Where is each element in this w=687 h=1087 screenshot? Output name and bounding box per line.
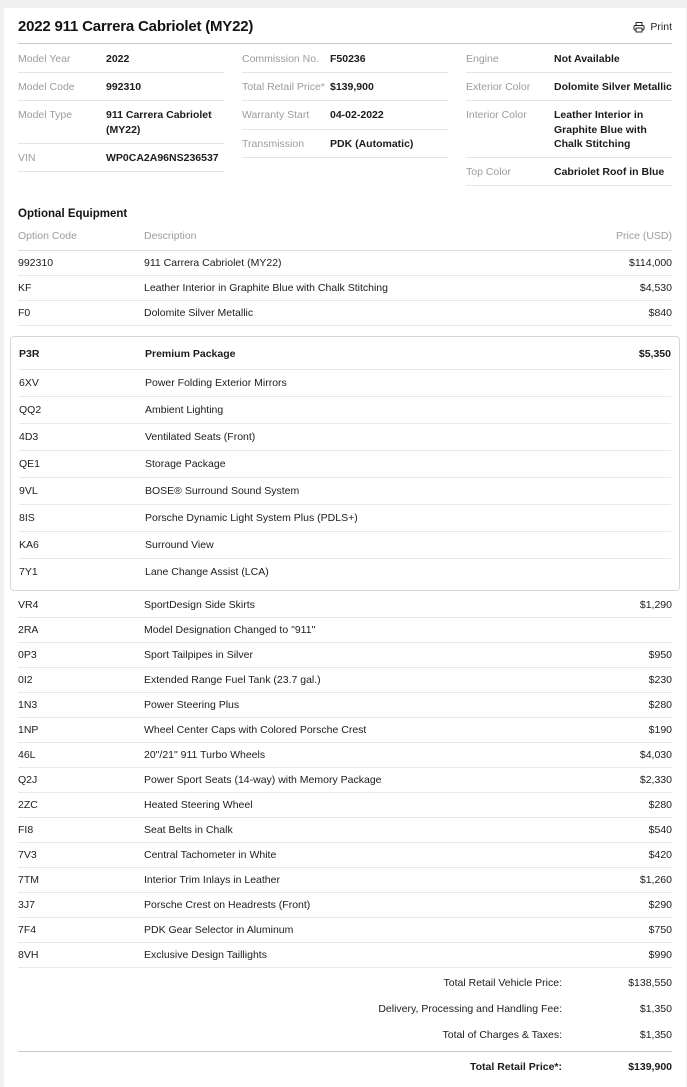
option-code-cell: KA6 xyxy=(19,539,39,552)
info-value: F50236 xyxy=(330,53,366,65)
info-value: Not Available xyxy=(554,53,620,65)
info-row xyxy=(466,73,672,101)
info-label: Model Year xyxy=(18,53,71,65)
equipment-rows xyxy=(18,593,672,968)
option-code-cell: 7TM xyxy=(18,874,39,887)
price-cell: $1,290 xyxy=(639,599,672,612)
info-value: Leather Interior in Graphite Blue with Chalk Stitching xyxy=(554,109,647,150)
option-code-cell: QQ2 xyxy=(19,404,42,417)
info-row xyxy=(242,101,448,129)
price-cell: $2,330 xyxy=(639,774,672,787)
price-cell: $4,030 xyxy=(639,749,672,762)
optional-equipment-heading: Optional Equipment xyxy=(18,208,128,221)
description-cell: Extended Range Fuel Tank (23.7 gal.) xyxy=(144,674,321,687)
table-row xyxy=(19,505,671,532)
info-value: 04-02-2022 xyxy=(330,109,384,122)
total-value: $1,350 xyxy=(639,1029,672,1042)
description-cell: 20"/21" 911 Turbo Wheels xyxy=(144,749,266,762)
option-code-cell: 0P3 xyxy=(18,649,37,662)
option-code-cell: 8IS xyxy=(19,512,35,525)
info-label: Model Code xyxy=(18,81,75,94)
price-cell: $950 xyxy=(648,649,672,662)
option-code-cell: QE1 xyxy=(19,458,41,471)
info-column xyxy=(242,45,448,186)
option-code-cell: 7Y1 xyxy=(19,566,38,579)
info-label: Exterior Color xyxy=(466,81,531,94)
total-label: Delivery, Processing and Handling Fee: xyxy=(378,1003,562,1016)
page-title: 2022 911 Carrera Cabriolet (MY22) xyxy=(18,18,254,35)
info-row xyxy=(18,45,224,73)
print-button-label: Print xyxy=(650,20,672,33)
print-button[interactable] xyxy=(633,19,672,35)
info-value: 2022 xyxy=(106,53,130,65)
table-row xyxy=(18,943,672,968)
description-cell: BOSE® Surround Sound System xyxy=(145,485,300,498)
info-value: $139,900 xyxy=(330,81,374,94)
option-code-cell: 7F4 xyxy=(18,924,37,937)
total-value: $1,350 xyxy=(639,1003,672,1016)
option-code-cell: FI8 xyxy=(18,824,34,837)
info-label: Engine xyxy=(466,53,499,65)
description-cell: Wheel Center Caps with Colored Porsche Crest xyxy=(144,724,367,737)
price-cell: $540 xyxy=(648,824,672,837)
description-cell: SportDesign Side Skirts xyxy=(144,599,255,612)
price-cell: $230 xyxy=(648,674,672,687)
info-label: Warranty Start xyxy=(242,109,310,122)
table-row xyxy=(18,768,672,793)
description-cell: Premium Package xyxy=(145,348,236,361)
table-row xyxy=(18,843,672,868)
package-header-row xyxy=(19,339,671,370)
totals-section xyxy=(18,968,672,1083)
info-value: PDK (Automatic) xyxy=(330,137,414,150)
price-cell: $420 xyxy=(648,849,672,862)
description-cell: Ventilated Seats (Front) xyxy=(145,431,256,444)
description-cell: Model Designation Changed to "911" xyxy=(144,624,316,637)
header-price: Price (USD) xyxy=(615,230,672,243)
description-cell: 911 Carrera Cabriolet (MY22) xyxy=(144,257,282,270)
description-cell: Interior Trim Inlays in Leather xyxy=(144,874,280,887)
info-value: WP0CA2A96NS236537 xyxy=(106,151,219,164)
option-code-cell: 992310 xyxy=(18,257,54,270)
table-row xyxy=(19,478,671,505)
option-code-cell: Q2J xyxy=(18,774,38,787)
spec-sheet-card xyxy=(4,8,686,1087)
option-code-cell: 46L xyxy=(18,749,36,762)
info-label: Transmission xyxy=(242,137,305,150)
description-cell: Storage Package xyxy=(145,458,226,471)
table-row xyxy=(18,643,672,668)
info-row xyxy=(466,45,672,73)
table-row xyxy=(18,593,672,618)
option-code-cell: 4D3 xyxy=(19,431,39,444)
info-label: Total Retail Price* xyxy=(242,81,325,94)
table-row xyxy=(19,559,671,585)
info-row xyxy=(242,130,448,158)
total-label: Total Retail Vehicle Price: xyxy=(443,977,562,990)
description-cell: Power Steering Plus xyxy=(144,699,240,712)
info-row xyxy=(242,45,448,73)
description-cell: Porsche Crest on Headrests (Front) xyxy=(144,899,311,912)
table-row xyxy=(18,893,672,918)
table-row xyxy=(18,718,672,743)
total-row xyxy=(18,970,672,996)
price-cell: $750 xyxy=(648,924,672,937)
equipment-table-header xyxy=(18,229,672,251)
total-row xyxy=(18,996,672,1022)
table-row xyxy=(19,451,671,478)
grand-total-row xyxy=(18,1051,672,1083)
info-column xyxy=(18,45,224,186)
price-cell: $5,350 xyxy=(638,348,671,361)
price-cell: $190 xyxy=(648,724,672,737)
description-cell: Heated Steering Wheel xyxy=(144,799,253,812)
info-label: Model Type xyxy=(18,109,73,122)
total-label: Total of Charges & Taxes: xyxy=(442,1029,562,1042)
info-label: VIN xyxy=(18,151,36,164)
description-cell: Central Tachometer in White xyxy=(144,849,277,862)
info-column xyxy=(466,45,672,186)
info-row xyxy=(18,101,224,143)
table-row xyxy=(18,743,672,768)
header-option-code: Option Code xyxy=(18,230,77,243)
equipment-rows xyxy=(18,251,672,326)
option-code-cell: 1N3 xyxy=(18,699,38,712)
option-code-cell: 3J7 xyxy=(18,899,35,912)
total-value: $138,550 xyxy=(628,977,672,990)
price-cell: $280 xyxy=(648,699,672,712)
description-cell: Exclusive Design Taillights xyxy=(144,949,267,962)
table-row xyxy=(19,397,671,424)
info-row xyxy=(466,158,672,186)
info-label: Top Color xyxy=(466,165,511,178)
option-code-cell: 0I2 xyxy=(18,674,33,687)
description-cell: Seat Belts in Chalk xyxy=(144,824,233,837)
option-code-cell: VR4 xyxy=(18,599,39,612)
premium-package-box xyxy=(10,336,680,591)
price-cell: $1,260 xyxy=(639,874,672,887)
table-row xyxy=(18,818,672,843)
info-value: 911 Carrera Cabriolet (MY22) xyxy=(106,109,212,136)
table-row xyxy=(18,693,672,718)
table-row xyxy=(18,668,672,693)
price-cell: $290 xyxy=(648,899,672,912)
description-cell: Leather Interior in Graphite Blue with Chalk Stitching xyxy=(144,282,388,295)
info-value: Dolomite Silver Metallic xyxy=(554,81,672,94)
description-cell: PDK Gear Selector in Aluminum xyxy=(144,924,294,937)
grand-total-value: $139,900 xyxy=(628,1061,672,1074)
price-cell: $4,530 xyxy=(639,282,672,295)
option-code-cell: 2RA xyxy=(18,624,39,637)
option-code-cell: 6XV xyxy=(19,377,39,390)
option-code-cell: 2ZC xyxy=(18,799,38,812)
total-row xyxy=(18,1022,672,1048)
info-label: Commission No. xyxy=(242,53,320,65)
price-cell: $990 xyxy=(648,949,672,962)
description-cell: Lane Change Assist (LCA) xyxy=(145,566,269,579)
table-row xyxy=(19,532,671,559)
option-code-cell: 1NP xyxy=(18,724,39,737)
description-cell: Power Folding Exterior Mirrors xyxy=(145,377,287,390)
info-value: Cabriolet Roof in Blue xyxy=(554,165,665,178)
price-cell: $114,000 xyxy=(628,257,672,270)
info-label: Interior Color xyxy=(466,109,527,122)
table-row xyxy=(18,276,672,301)
printer-icon xyxy=(633,21,645,33)
option-code-cell: 9VL xyxy=(19,485,38,498)
info-row xyxy=(18,144,224,172)
option-code-cell: F0 xyxy=(18,307,31,320)
option-code-cell: 8VH xyxy=(18,949,39,962)
price-cell: $840 xyxy=(648,307,672,320)
table-row xyxy=(18,793,672,818)
table-row xyxy=(18,618,672,643)
table-row xyxy=(18,251,672,276)
info-row xyxy=(18,73,224,101)
option-code-cell: 7V3 xyxy=(18,849,37,862)
option-code-cell: P3R xyxy=(19,348,40,361)
description-cell: Porsche Dynamic Light System Plus (PDLS+) xyxy=(145,512,358,525)
table-row xyxy=(18,868,672,893)
vehicle-info-grid xyxy=(18,44,672,198)
description-cell: Sport Tailpipes in Silver xyxy=(144,649,253,662)
description-cell: Power Sport Seats (14-way) with Memory Package xyxy=(144,774,382,787)
info-row xyxy=(242,73,448,101)
header-description: Description xyxy=(144,230,197,243)
table-row xyxy=(18,301,672,326)
description-cell: Dolomite Silver Metallic xyxy=(144,307,254,320)
price-cell: $280 xyxy=(648,799,672,812)
table-row xyxy=(18,918,672,943)
description-cell: Ambient Lighting xyxy=(145,404,224,417)
title-bar xyxy=(18,8,672,44)
option-code-cell: KF xyxy=(18,282,32,295)
info-value: 992310 xyxy=(106,81,142,94)
table-row xyxy=(19,370,671,397)
description-cell: Surround View xyxy=(145,539,214,552)
grand-total-label: Total Retail Price*: xyxy=(470,1061,562,1074)
info-row xyxy=(466,101,672,158)
table-row xyxy=(19,424,671,451)
